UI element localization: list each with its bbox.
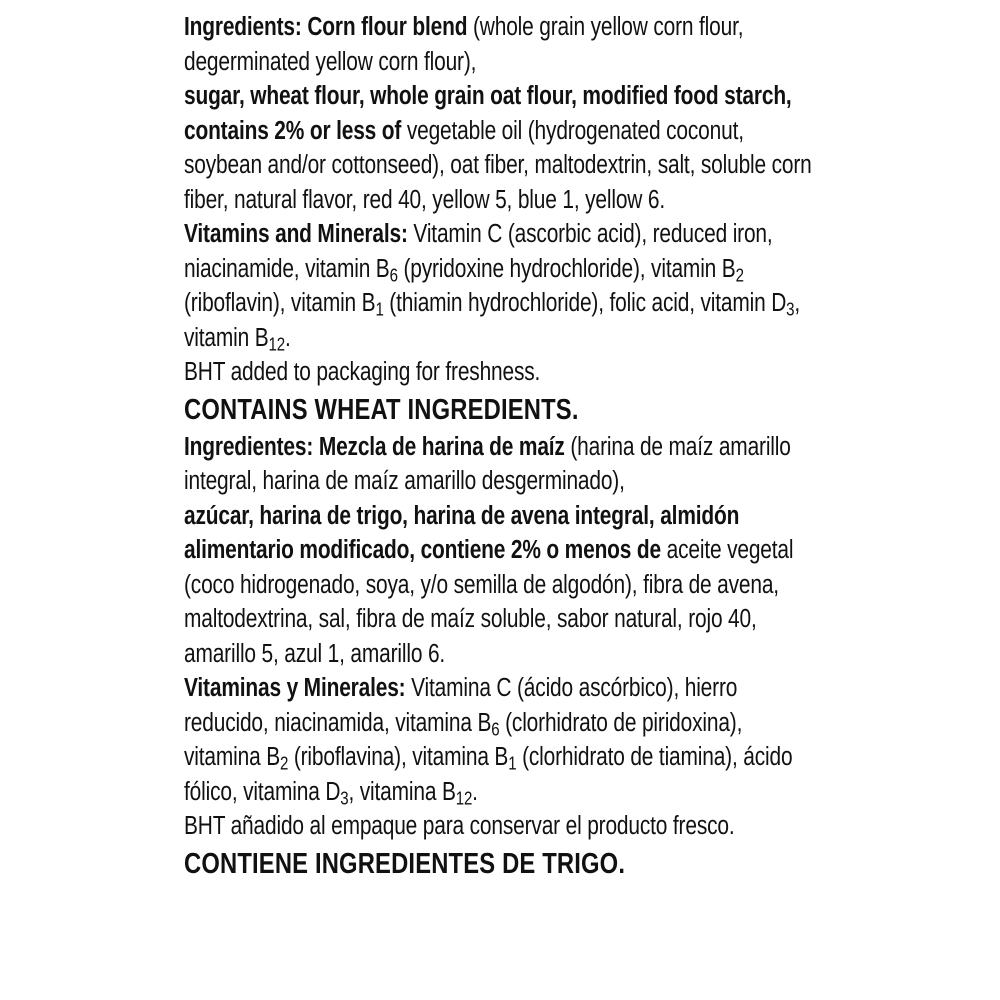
ingredient-label xyxy=(184,10,814,884)
spanish-allergen-statement: CONTIENE INGREDIENTES DE TRIGO. xyxy=(184,847,626,880)
vitamina-text: , vitamina B xyxy=(348,777,456,806)
mezcla-detail: (harina de maíz amarillo integral, harina de maíz amarillo desgerminado), xyxy=(184,432,791,495)
vitamin-subscript: 12 xyxy=(268,333,285,355)
vitamin-subscript: 1 xyxy=(375,298,384,320)
spanish-bold-ingredients: azúcar, harina de trigo, harina de avena integral, almidón alimentario modificado, contiene 2% o menos de xyxy=(184,501,740,564)
spanish-remaining-ingredients: aceite vegetal (coco hidrogenado, soya, y/o semilla de algodón), fibra de avena, maltodextrina, sal, fibra de maíz soluble, sabor natural, rojo 40, amarillo 5, azul 1, amarillo 6. xyxy=(184,536,794,668)
vitamina-subscript: 2 xyxy=(279,752,289,774)
ingredients-heading: Ingredients: xyxy=(184,13,302,41)
spanish-ingredients xyxy=(184,430,814,672)
vitamina-text: (riboflavina), vitamina B xyxy=(288,743,509,771)
english-ingredients xyxy=(184,10,814,217)
english-allergen-statement: CONTAINS WHEAT INGREDIENTS. xyxy=(184,393,579,426)
vitamin-text: (riboflavin), vitamin B xyxy=(184,289,376,317)
vitamina-text: Vitamina C (ácido ascórbico), hierro reducido, niacinamida, vitamina B xyxy=(184,674,738,737)
english-bht-note: BHT added to packaging for freshness. xyxy=(184,358,541,386)
vitamin-text: , vitamin B xyxy=(184,289,801,352)
vitamina-subscript: 1 xyxy=(508,752,517,774)
vitamina-text: (clorhidrato de piridoxina), vitamina B xyxy=(184,708,743,771)
english-vitamins xyxy=(184,217,814,355)
vitamina-text: . xyxy=(472,777,478,806)
vitamin-subscript: 6 xyxy=(389,264,398,286)
spanish-vitamins xyxy=(184,671,814,809)
corn-blend-detail: (whole grain yellow corn flour, degerminated yellow corn flour), xyxy=(184,13,744,76)
vitamin-text: . xyxy=(284,323,291,352)
vitamin-subscript: 2 xyxy=(735,264,744,286)
remaining-ingredients: vegetable oil (hydrogenated coconut, soybean and/or cottonseed), oat fiber, maltodextrin, salt, soluble corn fiber, natural flavor, red 40, yellow 5, blue 1, yellow 6. xyxy=(184,116,812,214)
vitamins-heading: Vitamins and Minerals: xyxy=(184,220,408,248)
vitamina-subscript: 3 xyxy=(340,787,349,809)
vitamina-subscript: 12 xyxy=(455,787,473,809)
vitaminas-heading: Vitaminas y Minerales: xyxy=(184,674,406,702)
ingredientes-heading: Ingredientes: xyxy=(184,432,314,461)
vitamin-text: (thiamin hydrochloride), folic acid, vitamin D xyxy=(383,289,787,317)
vitamin-text: (pyridoxine hydrochloride), vitamin B xyxy=(397,254,736,283)
bold-ingredients: sugar, wheat flour, whole grain oat flour, modified food starch, contains 2% or less of xyxy=(184,82,792,145)
corn-blend-text: Corn flour blend xyxy=(307,13,468,41)
spanish-bht-note: BHT añadido al empaque para conservar el producto fresco. xyxy=(184,812,735,840)
vitamina-text: (clorhidrato de tiamina), ácido fólico, vitamina D xyxy=(184,743,793,806)
vitamin-subscript: 3 xyxy=(786,298,795,320)
mezcla-text: Mezcla de harina de maíz xyxy=(318,432,565,461)
vitamina-subscript: 6 xyxy=(491,718,500,740)
vitamin-text: Vitamin C (ascorbic acid), reduced iron, niacinamide, vitamin B xyxy=(184,220,773,283)
